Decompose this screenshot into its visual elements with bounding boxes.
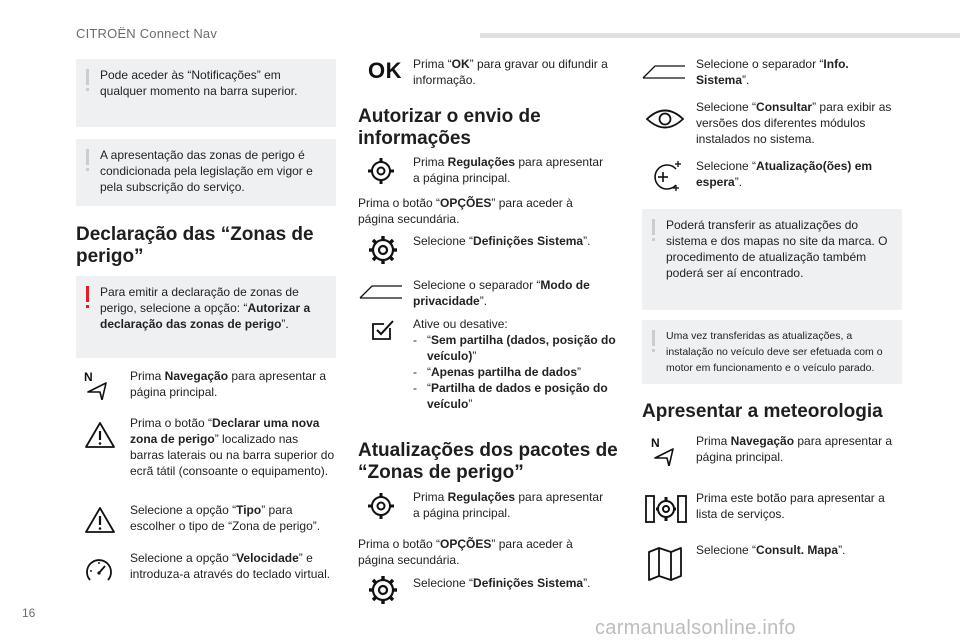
option-dash: - xyxy=(413,333,417,347)
navigation-icon xyxy=(84,370,110,400)
settings-gear-icon xyxy=(366,491,396,521)
info-note-danger-zones xyxy=(76,139,336,206)
note-text: A apresentação das zonas de perigo é condicionada pela legislação em vigor e pela subscrição do serviço. xyxy=(100,148,313,194)
ok-icon: OK xyxy=(368,58,402,83)
section-heading-weather: Apresentar a meteorologia xyxy=(642,401,883,422)
step-options-2: Prima o botão “OPÇÕES” para aceder à página secundária. xyxy=(358,537,573,567)
svg-text:N: N xyxy=(84,370,93,384)
step-privacy-tab: Selecione o separador “Modo de privacidade”. xyxy=(413,278,590,308)
note-text: Poderá transferir as atualizações do sistema e dos mapas no site da marca. O procedimento de atualização também poderá ser aí encontrado. xyxy=(666,218,888,280)
step-system-settings-2: Selecione “Definições Sistema”. xyxy=(413,576,591,590)
step-services: Prima este botão para apresentar a lista de serviços. xyxy=(696,491,885,521)
step-settings-2: Prima Regulações para apresentar a página principal. xyxy=(413,490,604,520)
step-pending-updates: Selecione “Atualização(ões) em espera”. xyxy=(696,159,873,189)
step-settings: Prima Regulações para apresentar a página principal. xyxy=(413,155,604,185)
warning-triangle-icon xyxy=(84,505,116,535)
section-heading-authorize: Autorizar o envio de informações xyxy=(358,106,541,149)
info-note-notifications xyxy=(76,59,336,127)
option-data-only: “Apenas partilha de dados” xyxy=(427,365,582,379)
info-marker xyxy=(652,219,655,235)
step-declare-zone: Prima o botão “Declarar uma nova zona de perigo” localizado nas barras laterais ou na barra superior do ecrã tátil (consoante o equipamento). xyxy=(130,416,335,478)
step-navigation-weather: Prima Navegação para apresentar a página principal. xyxy=(696,434,893,464)
system-settings-gear-icon xyxy=(366,234,400,266)
note-text: Pode aceder às “Notificações” em qualquer momento na barra superior. xyxy=(100,68,298,98)
header-rule xyxy=(480,33,960,38)
navigation-icon xyxy=(651,436,677,466)
step-toggle-intro: Ative ou desative: xyxy=(413,317,508,331)
warning-marker xyxy=(86,286,89,302)
note-text: Para emitir a declaração de zonas de perigo, selecione a opção: “Autorizar a declaração das zonas de perigo”. xyxy=(100,285,311,331)
page-number: 16 xyxy=(22,606,36,620)
option-dash: - xyxy=(413,381,417,395)
step-navigation: Prima Navegação para apresentar a página principal. xyxy=(130,369,327,399)
option-data-and-position: “Partilha de dados e posição do veículo” xyxy=(427,381,608,411)
svg-text:N: N xyxy=(651,436,660,450)
system-settings-gear-icon xyxy=(366,574,400,606)
option-no-sharing: “Sem partilha (dados, posição do veículo)” xyxy=(427,333,616,363)
info-marker xyxy=(86,69,89,85)
step-select-speed: Selecione a opção “Velocidade” e introduza-a através do teclado virtual. xyxy=(130,551,331,581)
map-icon xyxy=(646,546,684,582)
tab-icon xyxy=(641,62,687,80)
eye-icon xyxy=(645,106,685,132)
settings-gear-icon xyxy=(366,156,396,186)
step-ok: Prima “OK” para gravar ou difundir a informação. xyxy=(413,57,608,87)
step-system-settings: Selecione “Definições Sistema”. xyxy=(413,234,591,248)
speedometer-icon xyxy=(84,556,114,586)
tab-icon xyxy=(358,282,404,300)
step-consult-map: Selecione “Consult. Mapa”. xyxy=(696,543,846,557)
info-marker xyxy=(652,330,655,346)
running-header: CITROËN Connect Nav xyxy=(76,26,218,41)
step-select-type: Selecione a opção “Tipo” para escolher o tipo de “Zona de perigo”. xyxy=(130,503,321,533)
step-consult: Selecione “Consultar” para exibir as versões dos diferentes módulos instalados no sistema. xyxy=(696,100,892,146)
pending-updates-icon xyxy=(648,160,684,194)
info-note-install-updates xyxy=(642,320,902,384)
option-dash: - xyxy=(413,365,417,379)
warning-triangle-icon xyxy=(84,420,116,450)
services-gear-icon xyxy=(644,492,688,526)
section-heading-declaration: Declaração das “Zonas de perigo” xyxy=(76,224,314,267)
info-marker xyxy=(86,149,89,165)
warning-note-declaration xyxy=(76,276,336,358)
info-note-download-updates xyxy=(642,209,902,310)
note-text: Uma vez transferidas as atualizações, a instalação no veículo deve ser efetuada com o motor em funcionamento e o veículo parado. xyxy=(666,330,883,374)
step-info-system-tab: Selecione o separador “Info. Sistema”. xyxy=(696,57,849,87)
section-heading-updates: Atualizações dos pacotes de “Zonas de perigo” xyxy=(358,440,618,483)
checkbox-icon xyxy=(370,318,396,342)
step-options: Prima o botão “OPÇÕES” para aceder à página secundária. xyxy=(358,196,573,226)
watermark: carmanualsonline.info xyxy=(595,617,796,639)
